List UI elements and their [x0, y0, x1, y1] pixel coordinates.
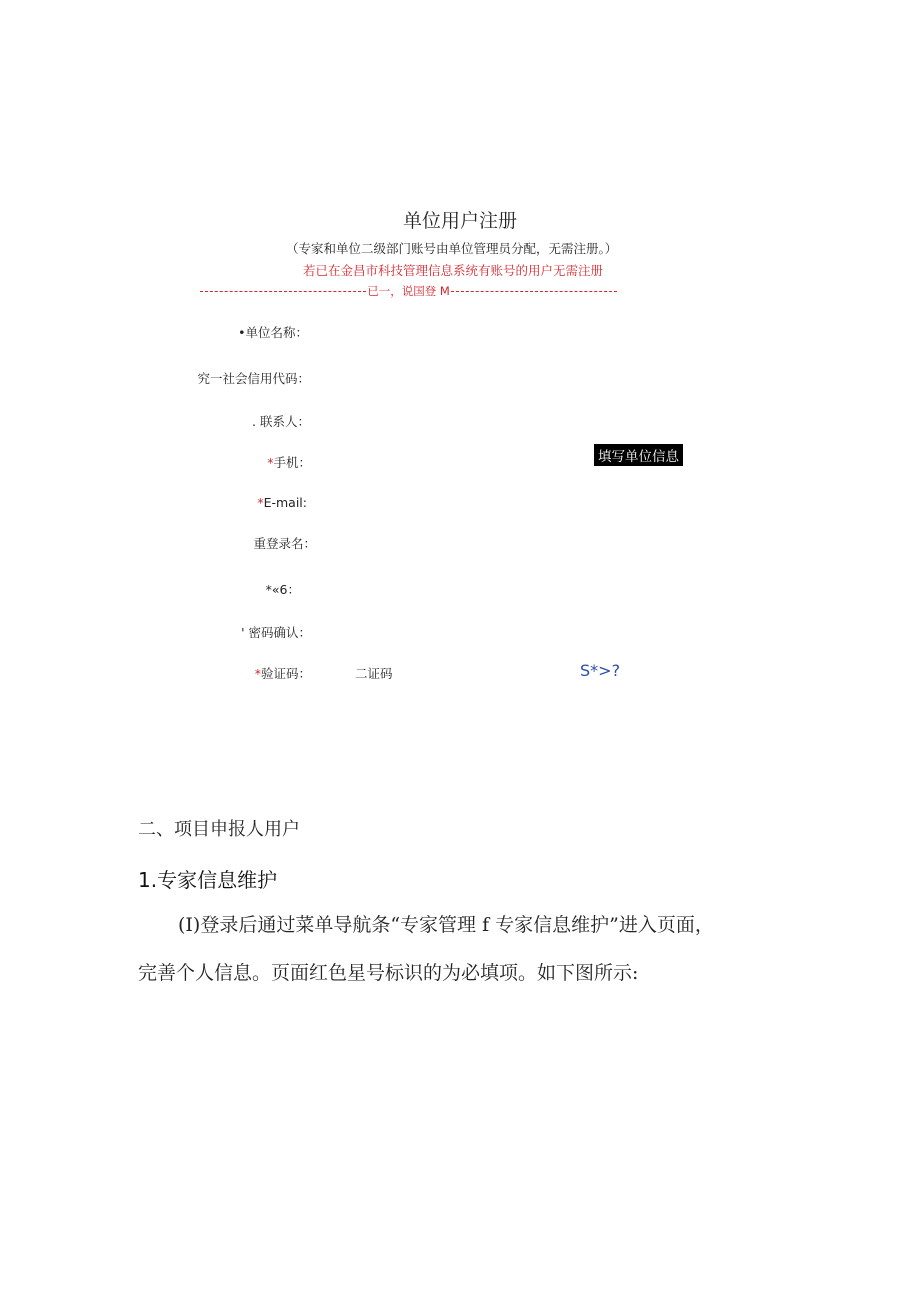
- existing-account-note: 若已在金昌市科技管理信息系统有账号的用户无需注册: [303, 263, 604, 278]
- login-link-text[interactable]: 已一，说国登 M: [367, 284, 450, 298]
- form-note: （专家和单位二级部门账号由单位管理员分配，无需注册。）: [286, 241, 618, 256]
- captcha-image[interactable]: S*>?: [580, 661, 621, 680]
- captcha-input[interactable]: 二证码: [355, 666, 393, 681]
- form-title: 单位用户注册: [402, 210, 517, 232]
- dashed-divider-left: [200, 291, 366, 292]
- field-label-email: *E-mail:: [257, 495, 307, 510]
- field-label-login-name: 重登录名：: [253, 536, 316, 551]
- field-label-captcha: *验证码：: [254, 666, 311, 681]
- field-label-credit-code: 究一社会信用代码：: [197, 371, 310, 386]
- field-label-contact: . 联系人：: [252, 414, 310, 429]
- field-label-password-confirm: ' 密码确认：: [241, 625, 311, 640]
- section-heading-applicant: 二、项目申报人用户: [138, 819, 300, 840]
- field-label-unit-name: •单位名称：: [238, 325, 308, 340]
- subsection-heading-expert-info: 1.专家信息维护: [138, 868, 278, 892]
- paragraph-line-2: 完善个人信息。页面红色星号标识的为必填项。如下图所示:: [138, 962, 639, 984]
- fill-unit-info-button[interactable]: 填写单位信息: [594, 444, 683, 466]
- field-label-password: *«6：: [265, 582, 300, 597]
- dashed-divider-right: [451, 291, 617, 292]
- paragraph-line-1: (I)登录后通过菜单导航条“专家管理 f 专家信息维护”进入页面，: [178, 914, 714, 936]
- field-label-phone: *手机：: [267, 455, 311, 470]
- login-link-line[interactable]: [200, 283, 617, 299]
